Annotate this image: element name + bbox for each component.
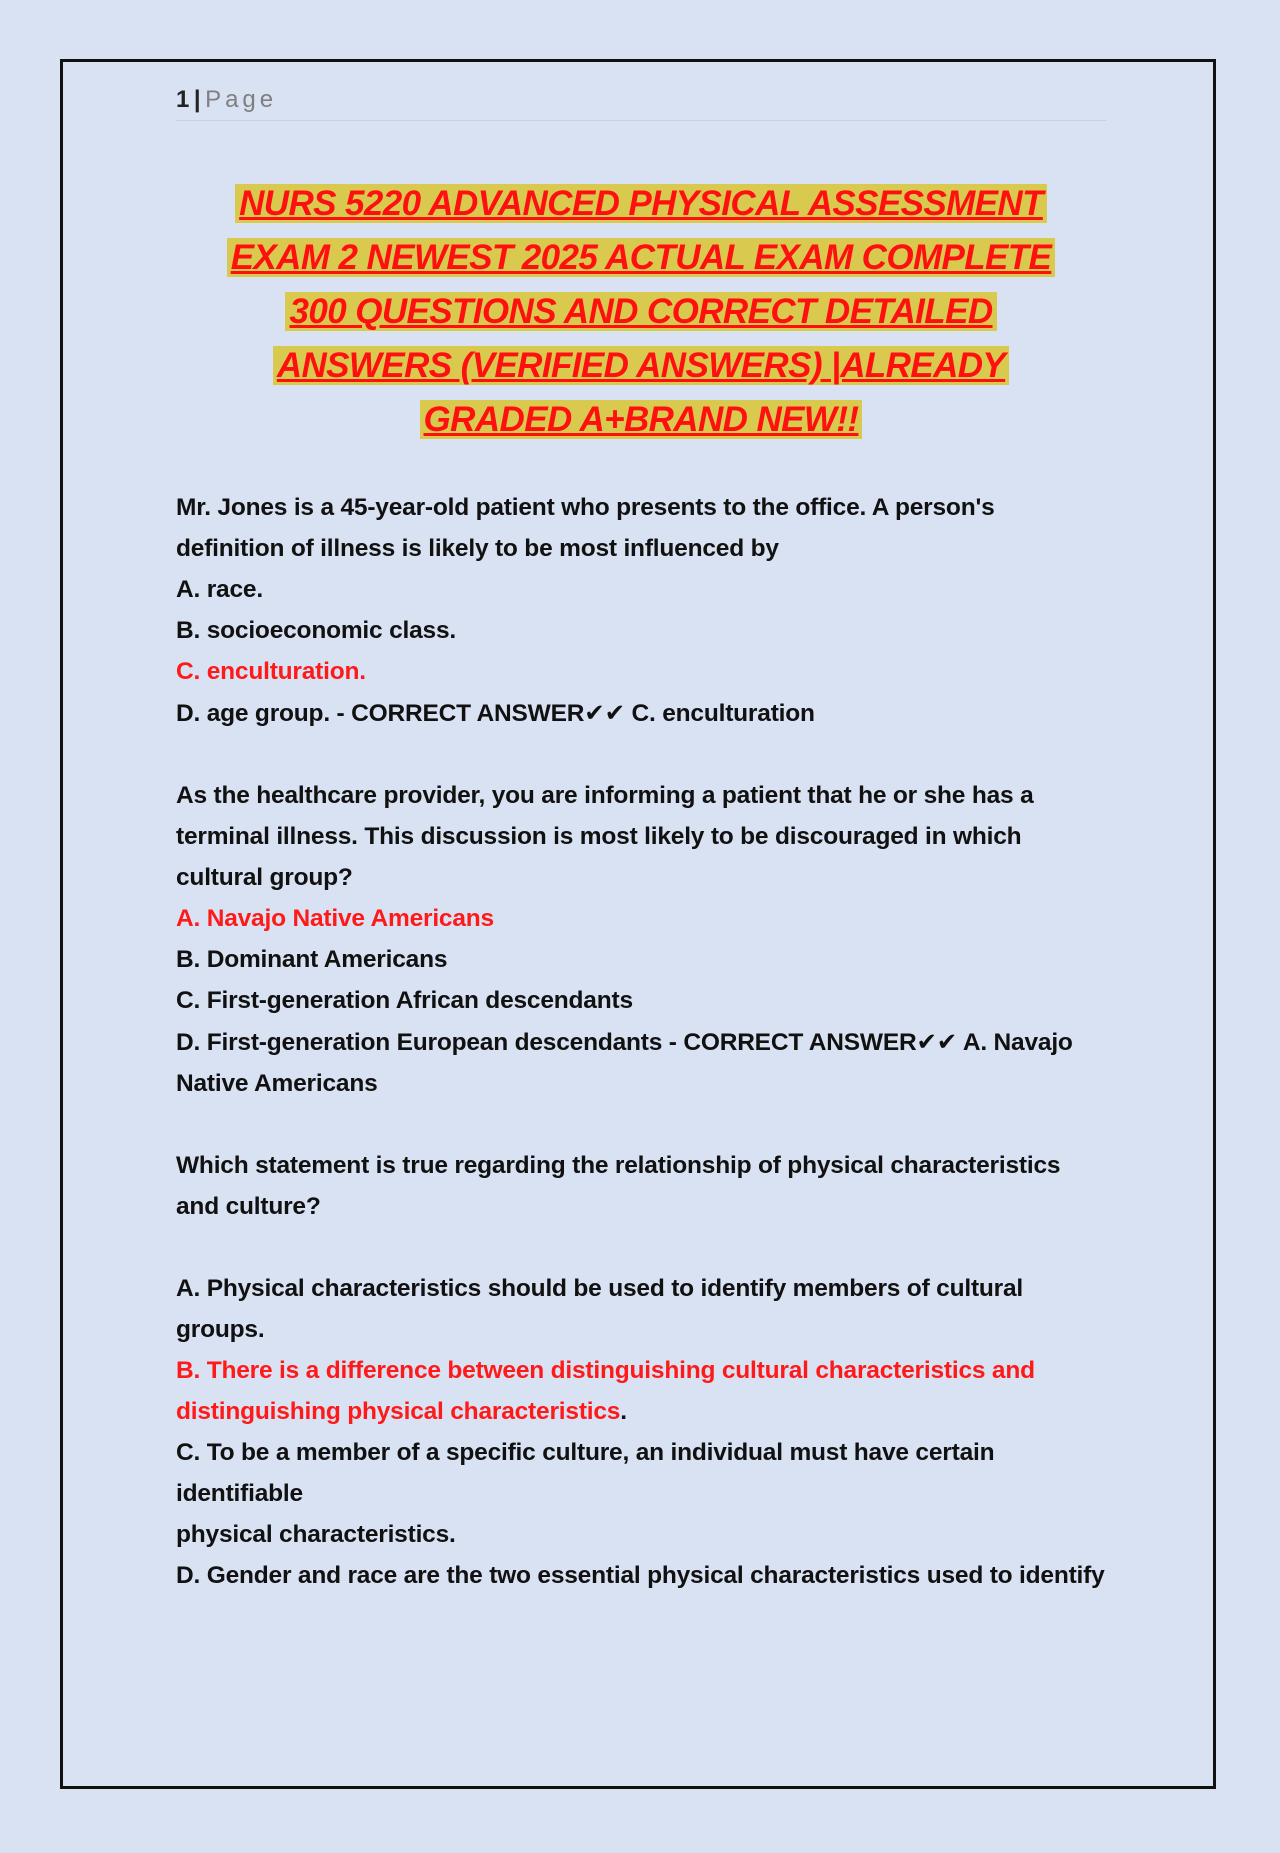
- option-c: C. First-generation African descendants: [176, 987, 633, 1014]
- correct-answer: A. Navajo Native Americans: [176, 1029, 1073, 1097]
- option-d: [176, 692, 1106, 734]
- option-a: A. Physical characteristics should be used to identify members of cultural groups.: [176, 1275, 1024, 1343]
- page-separator: |: [193, 86, 202, 113]
- page-word: Page: [205, 86, 278, 113]
- question-stem: As the healthcare provider, you are informing a patient that he or she has a terminal illness. This discussion is most likely to be discouraged in which cultural group?: [176, 782, 1034, 891]
- option-c: C. To be a member of a specific culture, an individual must have certain identifiable: [176, 1439, 995, 1507]
- question-3: [176, 1145, 1106, 1596]
- document-title: [176, 177, 1106, 447]
- question-1: [176, 487, 1106, 734]
- title-line: GRADED A+BRAND NEW!!: [420, 400, 863, 439]
- checkmark-icon: ✔✔: [584, 698, 625, 727]
- page-number: 1: [176, 86, 190, 113]
- title-line: EXAM 2 NEWEST 2025 ACTUAL EXAM COMPLETE: [227, 238, 1056, 277]
- correct-answer: C. enculturation: [624, 700, 815, 727]
- title-line: NURS 5220 ADVANCED PHYSICAL ASSESSMENT: [235, 184, 1047, 223]
- question-stem: Mr. Jones is a 45-year-old patient who presents to the office. A person's definition of illness is likely to be most influenced by: [176, 494, 995, 562]
- option-d-text: D. age group. - CORRECT ANSWER: [176, 700, 585, 727]
- option-a: A. race.: [176, 576, 263, 603]
- checkmark-icon: ✔✔: [916, 1027, 958, 1056]
- option-b-correct: B. There is a difference between distinguishing cultural characteristics and distinguishing physical characteristics: [176, 1357, 1035, 1425]
- option-b: B. socioeconomic class.: [176, 617, 456, 644]
- document-page: [176, 86, 1106, 1596]
- spacer: [176, 1227, 1106, 1268]
- option-c-continued: physical characteristics.: [176, 1521, 456, 1548]
- option-a-correct: A. Navajo Native Americans: [176, 905, 494, 932]
- option-b: B. Dominant Americans: [176, 946, 448, 973]
- option-b: [176, 1350, 1106, 1432]
- option-c-correct: C. enculturation.: [176, 658, 366, 685]
- title-line: 300 QUESTIONS AND CORRECT DETAILED: [285, 292, 996, 331]
- option-d: D. Gender and race are the two essential physical characteristics used to identify: [176, 1562, 1105, 1589]
- option-d-text: D. First-generation European descendants - CORRECT ANSWER: [176, 1029, 917, 1056]
- question-stem: Which statement is true regarding the relationship of physical characteristics and culture?: [176, 1152, 1061, 1220]
- option-d: [176, 1021, 1106, 1104]
- question-2: [176, 775, 1106, 1104]
- page-header: [176, 86, 1106, 121]
- option-b-period: .: [620, 1398, 627, 1425]
- title-line: ANSWERS (VERIFIED ANSWERS) |ALREADY: [273, 346, 1009, 385]
